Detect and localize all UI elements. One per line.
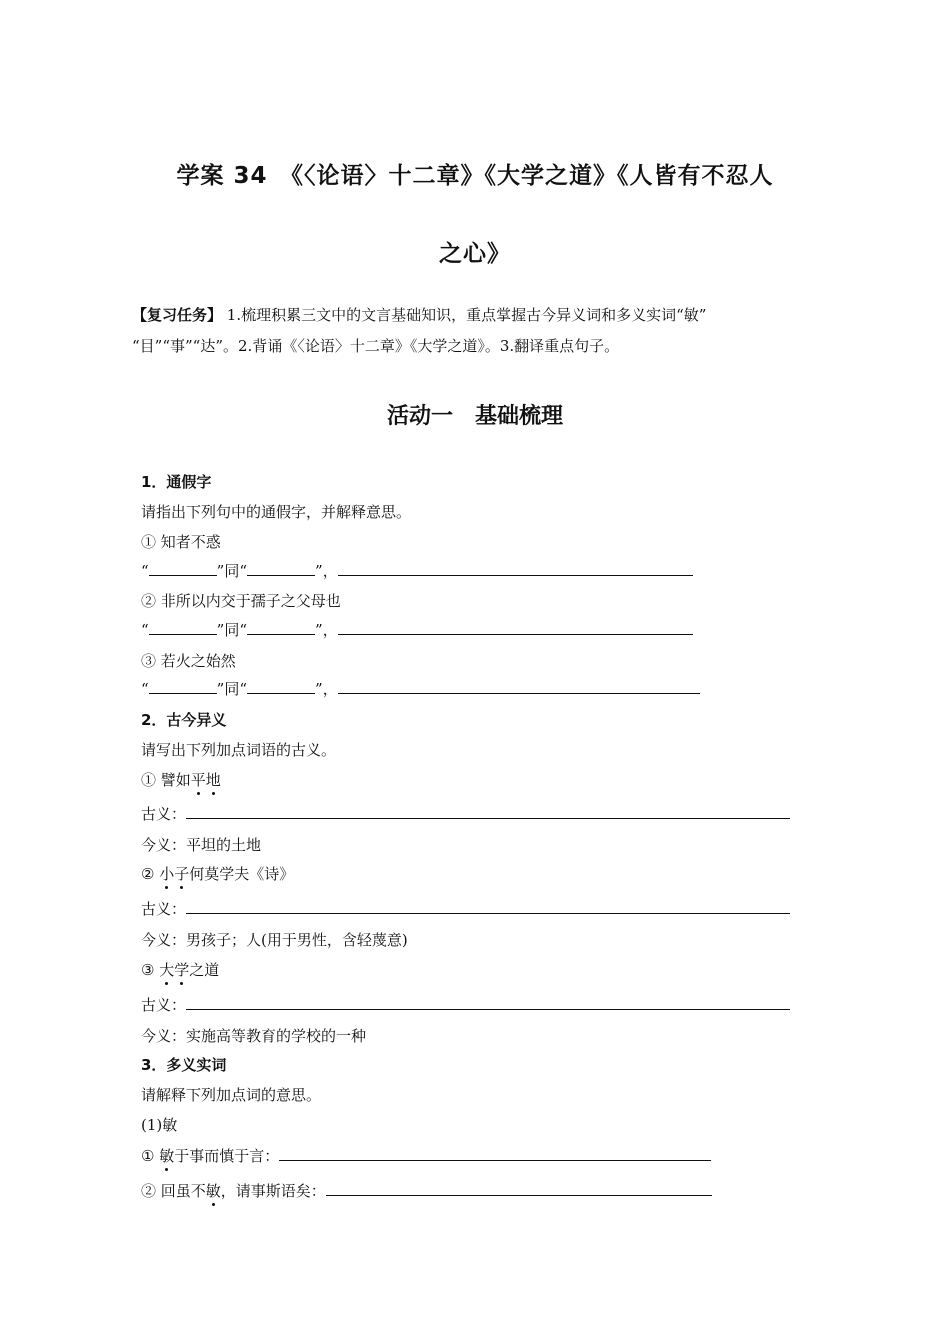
review-task-text-1: 1.梳理积累三文中的文言基础知识，重点掌握古今异义词和多义实词“敏” xyxy=(226,306,707,324)
activity-title: 活动一 基础梳理 xyxy=(386,404,563,429)
word-item xyxy=(141,1146,711,1166)
phrase-item xyxy=(141,960,219,980)
phrase-text: 之道 xyxy=(189,961,220,979)
answer-blank[interactable] xyxy=(247,561,315,576)
gu-label: 古义： xyxy=(141,805,187,823)
section-heading-gujinyiyi: 2．古今异义 xyxy=(141,711,227,729)
tong-label: 同 xyxy=(224,562,240,580)
answer-blank[interactable] xyxy=(338,620,693,635)
review-task-line-2: “目”“事”“达”。2.背诵《〈论语〉十二章》《大学之道》。3.翻译重点句子。 xyxy=(132,337,620,355)
phrase-text: ，请事斯语矣： xyxy=(220,1182,326,1200)
phrase-text: ② xyxy=(141,865,160,883)
section-heading-duoyishici: 3．多义实词 xyxy=(141,1056,227,1074)
phrase-text: 何莫学夫《诗》 xyxy=(189,865,295,883)
word-subheading: (1)敏 xyxy=(141,1116,178,1134)
phrase-item xyxy=(141,864,294,884)
section-instruction: 请写出下列加点词语的古义。 xyxy=(141,741,337,759)
answer-blank[interactable] xyxy=(186,804,790,819)
quote-close: ” xyxy=(315,562,323,580)
review-task xyxy=(132,300,818,362)
sentence-item: ② 非所以内交于孺子之父母也 xyxy=(141,592,341,610)
answer-row xyxy=(141,679,700,699)
jin-meaning: 今义：平坦的土地 xyxy=(141,836,262,854)
dotted-char: 敏 xyxy=(159,1147,175,1165)
page-title-line-2: 之心》 xyxy=(439,241,511,267)
page-title-line-1: 学案 34 《〈论语〉十二章》《大学之道》《人皆有不忍人 xyxy=(176,163,774,189)
section-instruction: 请指出下列句中的通假字，并解释意思。 xyxy=(141,503,412,521)
answer-blank[interactable] xyxy=(149,561,217,576)
quote-close: ” xyxy=(216,621,225,639)
answer-blank[interactable] xyxy=(338,679,700,694)
quote-open: “ xyxy=(141,562,149,580)
answer-blank[interactable] xyxy=(186,899,790,914)
tong-label: 同 xyxy=(224,621,240,639)
quote-open: “ xyxy=(141,680,149,698)
tong-label: 同 xyxy=(224,680,240,698)
gu-answer-row xyxy=(141,995,790,1015)
quote-open: “ xyxy=(239,621,248,639)
review-task-line-1 xyxy=(132,300,818,331)
gu-label: 古义： xyxy=(141,996,187,1014)
phrase-text: 于事而慎于言： xyxy=(174,1147,280,1165)
answer-blank[interactable] xyxy=(149,679,217,694)
quote-close: ” xyxy=(315,680,323,698)
jin-meaning: 今义：男孩子；人(用于男性，含轻蔑意) xyxy=(141,931,408,949)
sentence-item: ③ 若火之始然 xyxy=(141,652,236,670)
dotted-char: 地 xyxy=(205,771,221,789)
quote-close: ” xyxy=(315,621,323,639)
answer-blank[interactable] xyxy=(326,1181,712,1196)
quote-open: “ xyxy=(239,680,248,698)
answer-blank[interactable] xyxy=(247,620,315,635)
phrase-text: ② 回虽不 xyxy=(141,1182,206,1200)
gu-label: 古义： xyxy=(141,900,187,918)
comma: ， xyxy=(322,680,338,698)
quote-close: ” xyxy=(216,680,225,698)
phrase-text: ③ xyxy=(141,961,160,979)
sentence-item: ① 知者不惑 xyxy=(141,533,221,551)
word-item xyxy=(141,1181,712,1201)
dotted-char: 敏 xyxy=(205,1182,221,1200)
answer-row xyxy=(141,620,693,640)
comma: ， xyxy=(322,621,338,639)
dotted-char: 大 xyxy=(159,961,175,979)
gu-answer-row xyxy=(141,804,790,824)
answer-blank[interactable] xyxy=(247,679,315,694)
phrase-text: ① 譬如 xyxy=(141,771,191,789)
jin-meaning: 今义：实施高等教育的学校的一种 xyxy=(141,1027,367,1045)
answer-row xyxy=(141,561,693,581)
dotted-char: 平 xyxy=(190,771,206,789)
answer-blank[interactable] xyxy=(149,620,217,635)
quote-open: “ xyxy=(141,621,149,639)
review-task-label: 【复习任务】 xyxy=(132,306,223,324)
gu-answer-row xyxy=(141,899,790,919)
phrase-item xyxy=(141,770,221,790)
answer-blank[interactable] xyxy=(338,561,693,576)
answer-blank[interactable] xyxy=(279,1146,711,1161)
phrase-text: ① xyxy=(141,1147,160,1165)
dotted-char: 子 xyxy=(174,865,190,883)
quote-close: ” xyxy=(216,562,225,580)
answer-blank[interactable] xyxy=(186,995,790,1010)
comma: ， xyxy=(322,562,338,580)
quote-open: “ xyxy=(239,562,248,580)
dotted-char: 小 xyxy=(159,865,175,883)
section-instruction: 请解释下列加点词的意思。 xyxy=(141,1086,322,1104)
dotted-char: 学 xyxy=(174,961,190,979)
section-heading-tongjiazi: 1．通假字 xyxy=(141,473,212,491)
